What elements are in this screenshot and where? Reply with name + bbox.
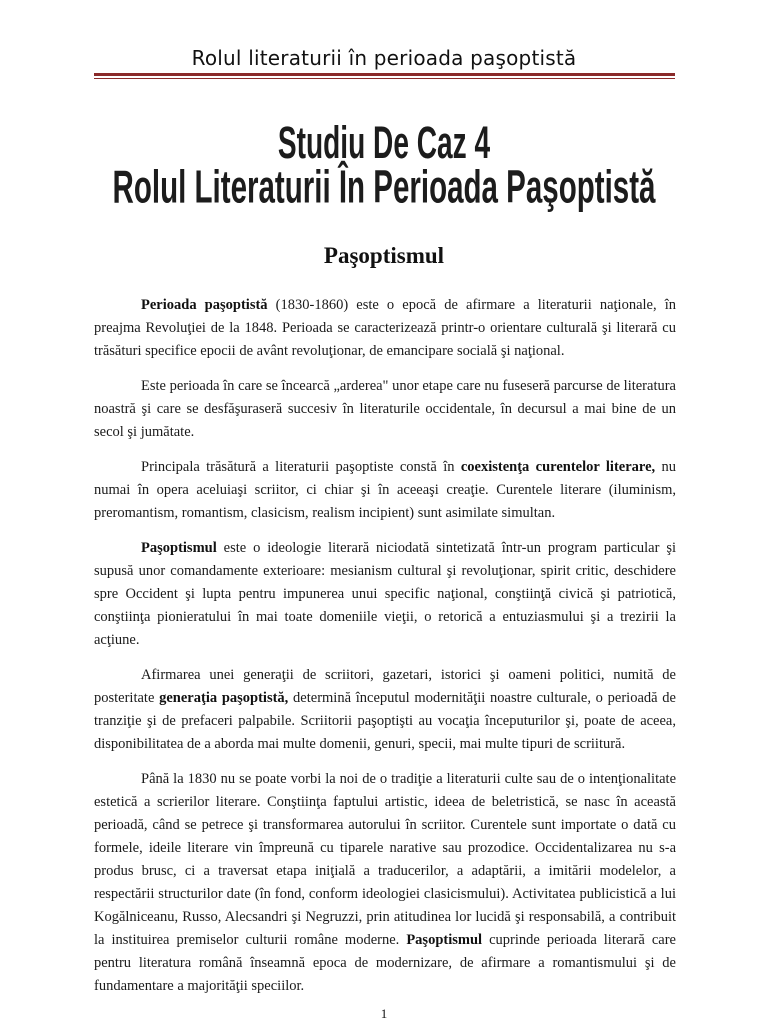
paragraph-text: determină începutul modernităţii noastre culturale, o perioadă de tranziţie şi de prefaceri palpabile. Scriitorii paşoptişti au vocaţia începuturilor şi, poate de aceea, disponibilitatea de a aborda mai multe domenii, genuri, specii, mai multe tipuri de scriitură.: [94, 690, 676, 752]
paragraph-5: [94, 664, 676, 756]
paragraph-1: [94, 294, 676, 363]
wordart-title-line2: Rolul Literaturii În Perioada Paşoptistă: [112, 159, 656, 213]
paragraph-text: Principala trăsătură a literaturii paşoptiste constă în: [141, 459, 461, 475]
wordart-title-line1: Studiu De Caz 4: [277, 116, 491, 168]
header-rule-thin: [94, 78, 675, 79]
bold-term: Perioada paşoptistă: [141, 297, 268, 313]
bold-term: Paşoptismul: [406, 932, 483, 948]
paragraph-6: [94, 768, 676, 998]
header-rule-thick: [94, 73, 675, 76]
paragraph-text: cuprinde perioada literară care pentru literatura română înseamnă epoca de modernizare, de afirmare a romantismului şi de fundamentare a majorităţii speciilor.: [94, 932, 676, 994]
paragraph-3: [94, 456, 676, 525]
paragraph-4: [94, 537, 676, 652]
page-number: 1: [380, 1006, 388, 1021]
paragraph-text: Până la 1830 nu se poate vorbi la noi de o tradiţie a literaturii culte sau de o intenţionalitate estetică a scrierilor literare. Conştiinţa faptului artistic, ideea de beletristică, se nasc în această perioadă, când se petrece şi transformarea autorului în scriitor. Curentele sunt importate o dată cu formele, ideile literare vin împreună cu tiparele narative sau prozodice. Occidentalizarea nu s-a produs brusc, ci a traversat etapa iniţială a traducerilor, a adaptării, a imitării modelelor, a respectării structurilor date (în fond, conform ideologiei clasicismului). Activitatea publicistică a lui Kogălniceanu, Russo, Alecsandri şi Negruzzi, prin atitudinea lor lucidă şi responsabilă, a contribuit la instituirea premiselor culturii române moderne.: [94, 771, 676, 948]
paragraph-2: [94, 375, 676, 444]
paragraph-text: Este perioada în care se încearcă „arderea" unor etape care nu fuseseră parcurse de literatura noastră şi care se desfăşuraseră succesiv în literaturile occidentale, în decursul a mai bine de un secol şi jumătate.: [94, 378, 676, 440]
paragraph-text: nu numai în opera aceluiaşi scriitor, ci chiar şi în aceeaşi creaţie. Curentele literare (iluminism, preromantism, romantism, clasicism, realism incipient) sunt asimilate simultan.: [94, 459, 677, 521]
bold-term: coexistenţa curentelor literare,: [460, 459, 656, 475]
bold-term: generaţia paşoptistă,: [159, 690, 289, 706]
paragraph-text: este o ideologie literară niciodată sintetizată într-un program particular şi supusă unor comandamente exterioare: mesianism cultural şi revoluţionar, spirit critic, deschidere spre Occident şi lupta pentru impunerea unui specific naţional, conştiinţă civică şi patriotică, conştiinţa pionieratului în mai toate domeniile vieţii, o retorică a entuziasmului şi a trezirii la acţiune.: [94, 540, 676, 648]
body-text: [94, 294, 676, 998]
running-header: Rolul literaturii în perioada paşoptistă: [191, 46, 577, 70]
paragraph-text: Afirmarea unei generaţii de scriitori, gazetari, istorici şi oameni politici, numită de posteritate: [94, 667, 676, 706]
bold-term: Paşoptismul: [141, 540, 217, 556]
paragraph-text: (1830-1860) este o epocă de afirmare a literaturii naţionale, în preajma Revoluţiei de la 1848. Perioada se caracterizează printr-o orientare culturală şi literară cu trăsături specifice epocii de avânt revoluţionar, de emancipare socială şi naţional.: [94, 297, 677, 359]
section-title: Paşoptismul: [323, 243, 445, 268]
